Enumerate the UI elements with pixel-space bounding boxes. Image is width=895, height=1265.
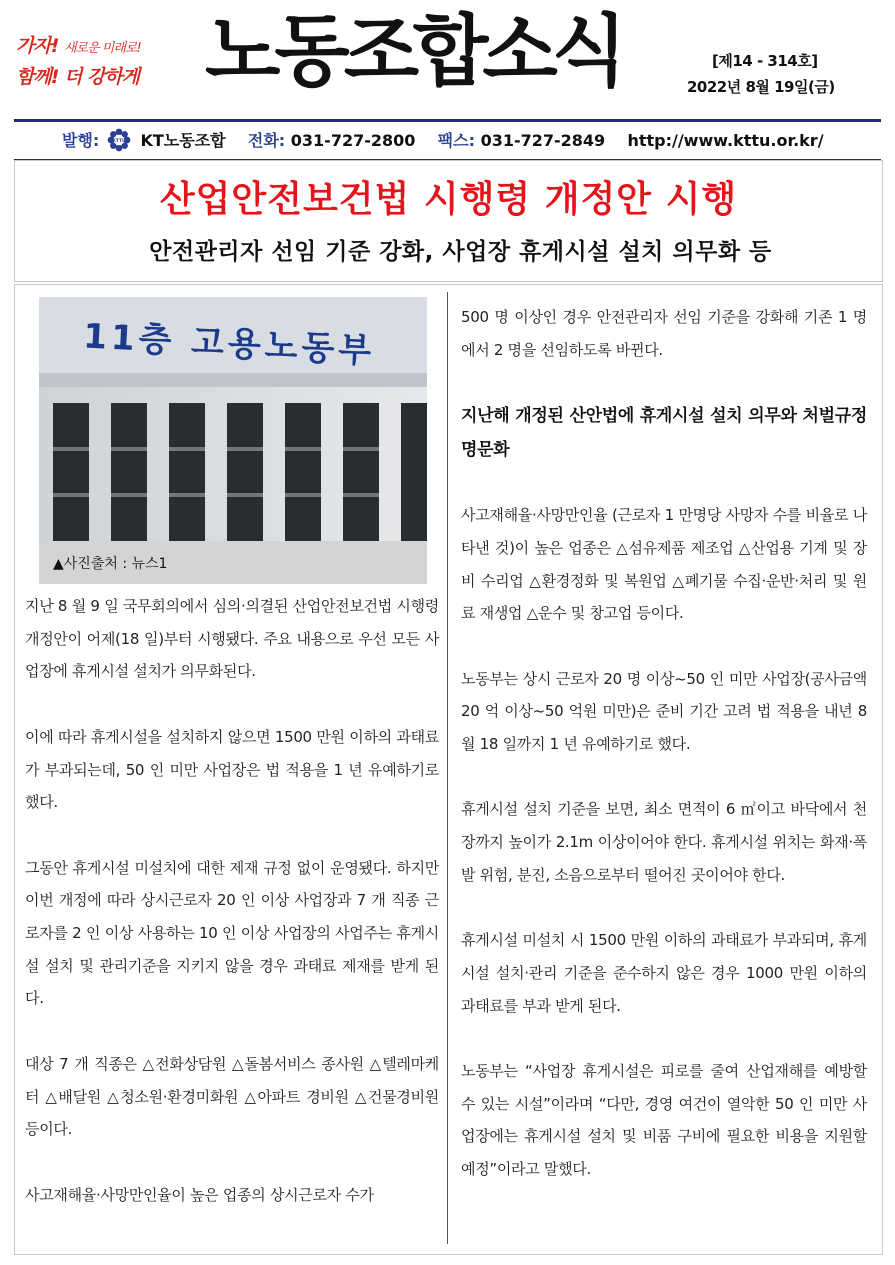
slogan-line2-a: 함께! [16, 66, 59, 88]
publisher-name: KT노동조합 [140, 131, 226, 150]
article-subheadline: 안전관리자 선임 기준 강화, 사업장 휴게시설 설치 의무화 등 [149, 239, 772, 265]
phone-label: 전화: [247, 131, 286, 150]
issue-number: [제14 - 314호] [712, 52, 818, 70]
article-right-column [461, 301, 867, 1186]
paragraph: 휴게시설 설치 기준을 보면, 최소 면적이 6 ㎡이고 바닥에서 천장까지 높이가 2.1m 이상이어야 한다. 휴게시설 위치는 화재·폭발 위험, 분진, 소음으로부터 떨어진 곳이어야 한다. [461, 800, 867, 884]
publisher-bar [14, 119, 881, 160]
paragraph: 사고재해율·사망만인율 (근로자 1 만명당 사망자 수를 비율로 나타낸 것)이 높은 업종은 △섬유제품 제조업 △산업용 기계 및 장비 수리업 △환경정화 및 복원업 △폐기물 수집·운반·처리 및 원료 재생업 △운수 및 창고업 등이다. [461, 506, 867, 623]
headline-box [14, 160, 883, 282]
paragraph: 500 명 이상인 경우 안전관리자 선임 기준을 강화해 기존 1 명에서 2 명을 선임하도록 바뀐다. [461, 308, 867, 359]
photo-caption-box [39, 541, 427, 584]
photo-caption: ▲사진출처 : 뉴스1 [53, 556, 168, 572]
kttu-logo-icon [107, 128, 131, 152]
article-headline: 산업안전보건법 시행령 개정안 시행 [159, 179, 738, 220]
newsletter-title: 노동조합소식 [205, 7, 622, 97]
column-divider [447, 292, 448, 1244]
logo-text: KTTU [112, 138, 126, 144]
fax-label: 팩스: [437, 131, 475, 150]
paragraph: 이에 따라 휴게시설을 설치하지 않으면 1500 만원 이하의 과태료가 부과되는데, 50 인 미만 사업장은 법 적용을 1 년 유예하기로 했다. [25, 727, 439, 812]
slogan-line2-b: 더 강하게 [64, 66, 140, 88]
website-link[interactable]: http://www.kttu.or.kr/ [627, 131, 824, 150]
paragraph: 사고재해율·사망만인율이 높은 업종의 상시근로자 수가 [25, 1185, 374, 1204]
paragraph: 휴게시설 미설치 시 1500 만원 이하의 과태료가 부과되며, 휴게시설 설치·관리 기준을 준수하지 않은 경우 1000 만원 이하의 과태료를 부과 받게 된다. [461, 931, 867, 1015]
publication-date: 2022년 8월 19일(금) [687, 78, 835, 96]
paragraph: 노동부는 “사업장 휴게시설은 피로를 줄여 산업재해를 예방할 수 있는 시설”이라며 “다만, 경영 여건이 열악한 50 인 미만 사업장에는 휴게시설 설치 및 비품 구비에 필요한 비용을 지원할 예정”이라고 말했다. [461, 1061, 867, 1179]
paragraph: 지난 8 월 9 일 국무회의에서 심의·의결된 산업안전보건법 시행령 개정안이 어제(18 일)부터 시행됐다. 주요 내용으로 우선 모든 사업장에 휴게시설 설치가 의무화된다. [25, 597, 439, 681]
masthead-slogan [16, 32, 201, 91]
section-subheading: 지난해 개정된 산안법에 휴게시설 설치 의무와 처벌규정 명문화 [461, 406, 867, 461]
photo-sign-text: 11층 고용노동부 [82, 316, 377, 372]
publisher-label: 발행: [62, 131, 100, 150]
article-photo [39, 297, 427, 541]
article-left-column [25, 590, 439, 1211]
paragraph: 노동부는 상시 근로자 20 명 이상~50 인 미만 사업장(공사금액 20 억 이상~50 억원 미만)은 준비 기간 고려 법 적용을 내년 8 월 18 일까지 1 년 유예하기로 했다. [461, 669, 867, 753]
fax-number: 031-727-2849 [480, 131, 606, 150]
paragraph: 그동안 휴게시설 미설치에 대한 제재 규정 없이 운영됐다. 하지만 이번 개정에 따라 상시근로자 20 인 이상 사업장과 7 개 직종 근로자를 2 인 이상 사용하는 10 인 이상 사업장의 사업주는 휴게시설 설치 및 관리기준을 지키지 않을 경우 과태료 제재를 받게 된다. [25, 858, 439, 1008]
slogan-line1-a: 가자! [16, 35, 59, 57]
paragraph: 대상 7 개 직종은 △전화상담원 △돌봄서비스 종사원 △텔레마케터 △배달원 △청소원·환경미화원 △아파트 경비원 △건물경비원 등이다. [25, 1054, 439, 1139]
phone-number: 031-727-2800 [290, 131, 416, 150]
slogan-line1-b: 새로운 미래로! [64, 41, 141, 56]
